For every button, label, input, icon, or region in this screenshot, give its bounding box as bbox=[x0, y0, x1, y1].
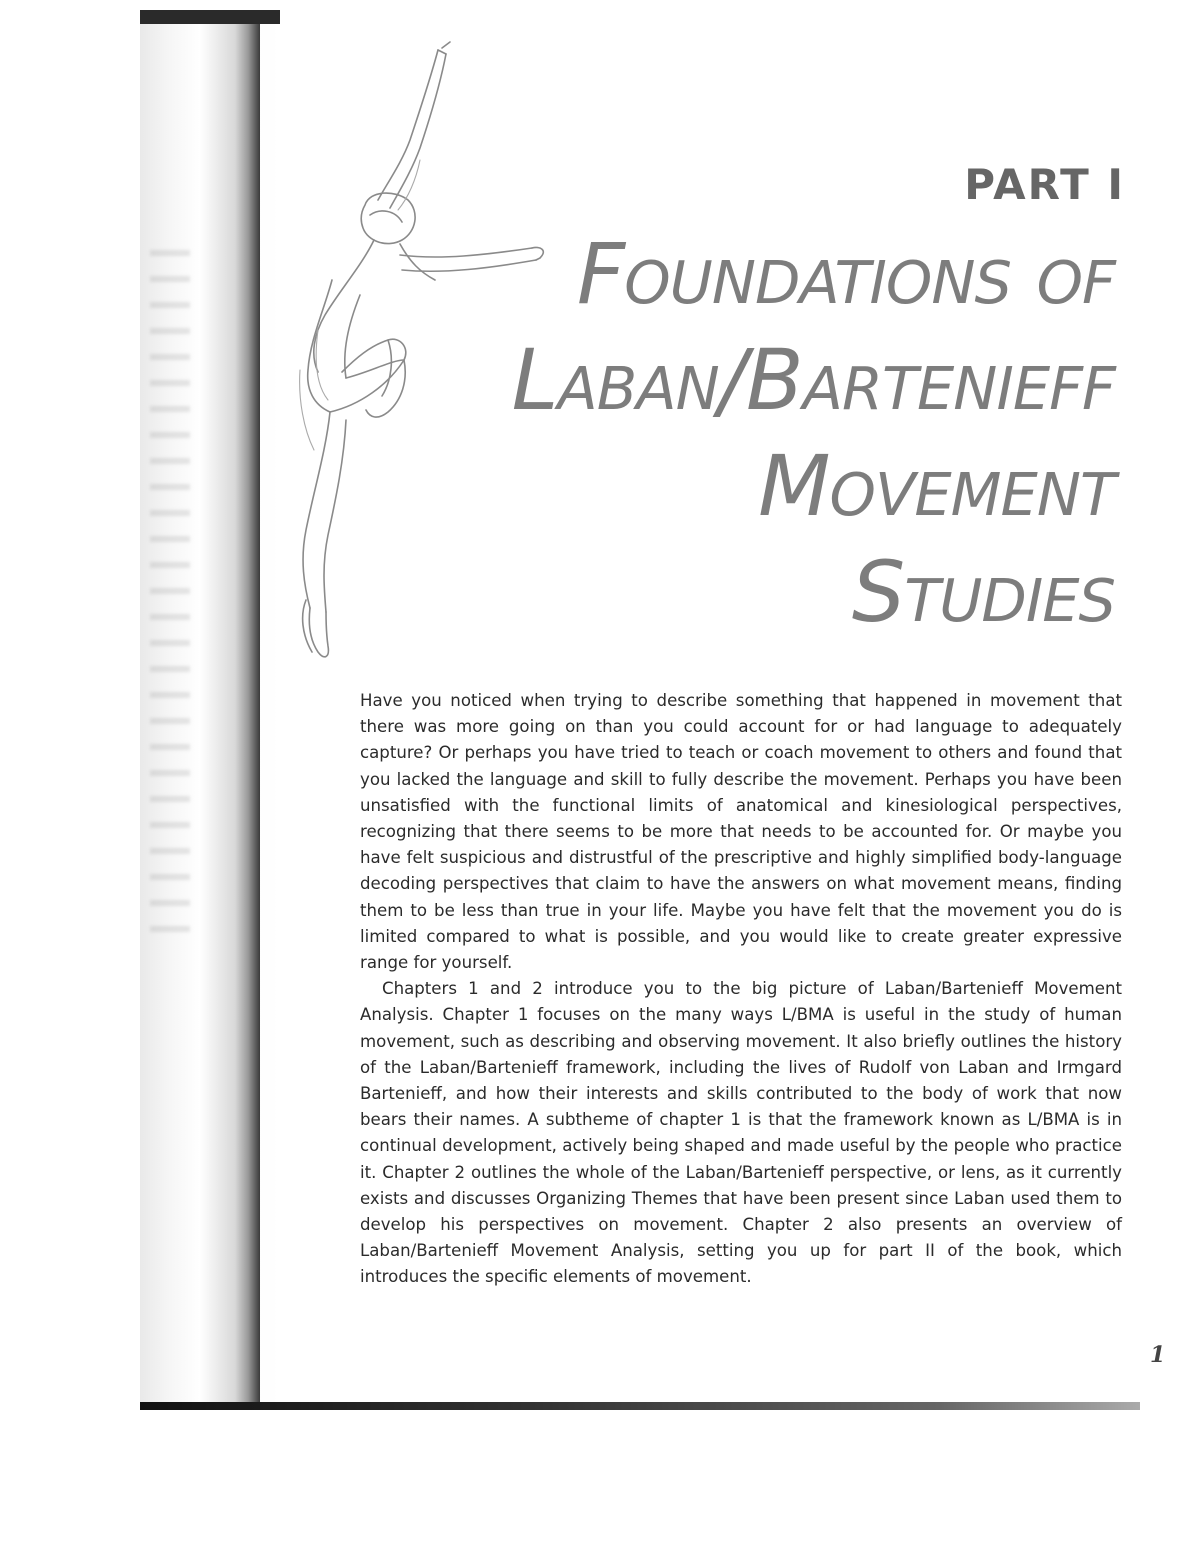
paragraph-1: Have you noticed when trying to describe something that happened in movement that there was more going on than you could account for or had language to adequately capture? Or perhaps you have tried to teach or coach movement to others and found that you lacked the language and skill to fully describe the movement. Perhaps you have been unsatisfied with the functional limits of anatomical and kinesiological perspectives, recognizing that there seems to be more that needs to be accounted for. Or maybe you have felt suspicious and distrustful of the prescriptive and highly simplified body-language decoding perspectives that claim to have the answers on what movement means, finding them to be less than true in your life. Maybe you have felt that the movement you do is limited compared to what is possible, and you would like to create greater expressive range for yourself. bbox=[360, 691, 1122, 973]
chapter-title-line-2: Laban/Bartenieff bbox=[511, 331, 1115, 429]
part-label: PART I bbox=[964, 160, 1125, 209]
paragraph-2: Chapters 1 and 2 introduce you to the big picture of Laban/Bartenieff Movement Analysis. Chapter 1 focuses on the many ways L/BMA is useful in the study of human movement, such as describing and observing movement. It also briefly outlines the history of the Laban/Bartenieff framework, including the lives of Rudolf von Laban and Irmgard Bartenieff, and how their interests and skills contributed to the body of work that now bears their names. A subtheme of chapter 1 is that the framework known as L/BMA is in continual development, actively being shaped and made useful by the people who practice it. Chapter 2 outlines the whole of the Laban/Bartenieff perspective, or lens, as it currently exists and discusses Organizing Themes that have been present since Laban used them to develop his perspectives on movement. Chapter 2 also presents an overview of Laban/Bartenieff Movement Analysis, setting you up for part II of the book, which introduces the specific elements of movement. bbox=[360, 979, 1122, 1287]
book-bottom-edge bbox=[140, 1402, 1140, 1410]
bleed-through-text bbox=[150, 250, 190, 950]
chapter-title-line-4: Studies bbox=[851, 543, 1115, 641]
chapter-title-line-3: Movement bbox=[758, 437, 1115, 535]
chapter-title-line-1: Foundations of bbox=[576, 225, 1115, 323]
page-number: 1 bbox=[1150, 1342, 1166, 1368]
body-text bbox=[360, 688, 1122, 1291]
book-top-edge bbox=[140, 10, 280, 24]
